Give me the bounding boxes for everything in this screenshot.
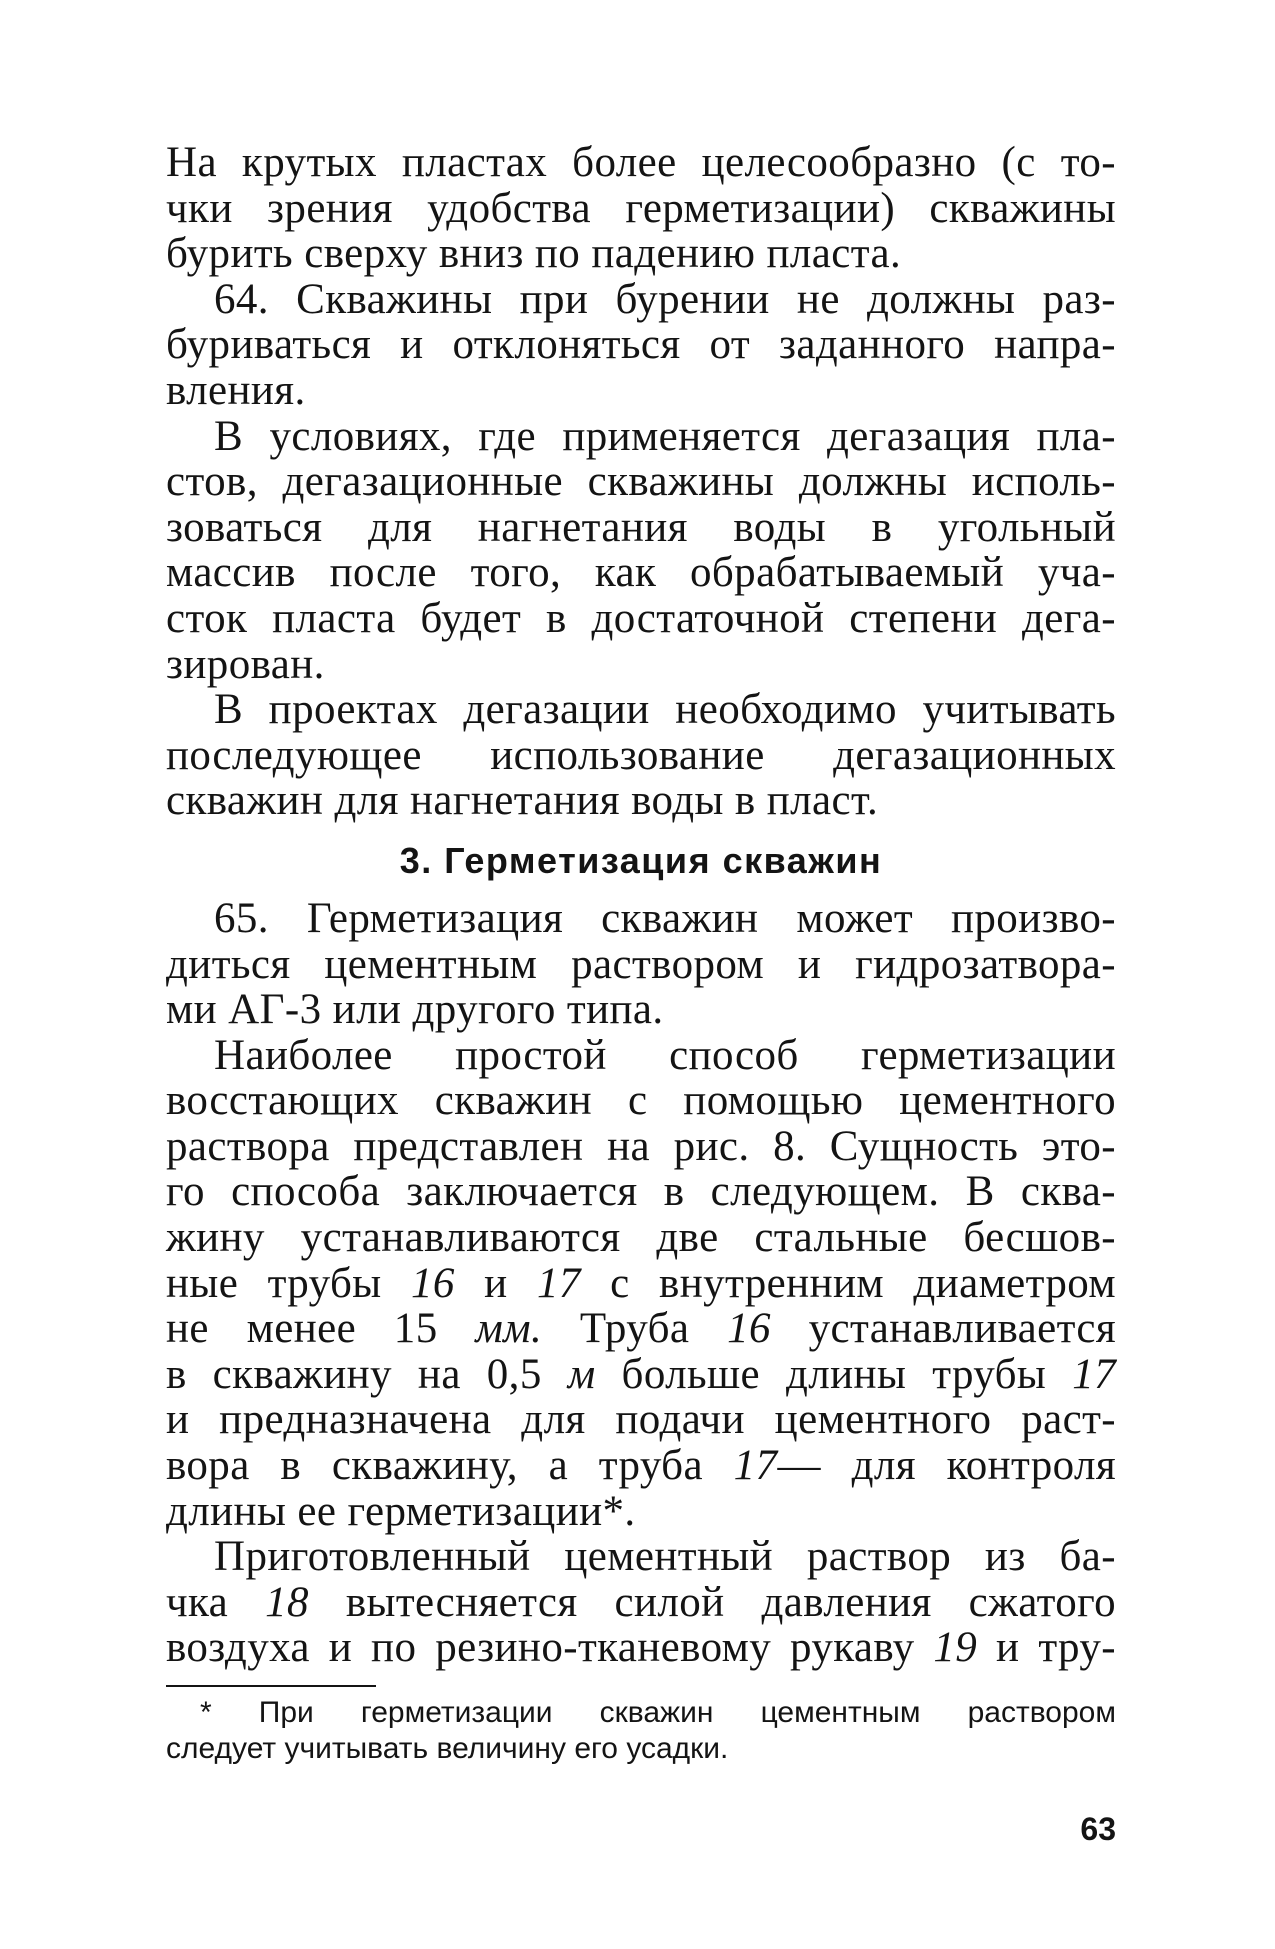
text-line: На крутых пластах более целесообразно (с то- bbox=[166, 139, 1116, 186]
text-line: восстающих скважин с помощью цементного bbox=[166, 1077, 1116, 1125]
text-run: с внутренним диаметром bbox=[580, 1259, 1116, 1307]
text-run: и bbox=[454, 1259, 537, 1307]
text-run: устанавливается bbox=[770, 1305, 1117, 1353]
footnote-line: следует учитывать величину его усадки. bbox=[166, 1732, 729, 1765]
unit: мм. bbox=[475, 1305, 543, 1353]
text-line: массив после того, как обрабатываемый уча- bbox=[166, 549, 1116, 597]
paragraph-4 bbox=[166, 687, 1116, 824]
text-line: длины ее герметизации*. bbox=[166, 1487, 636, 1535]
text-line bbox=[166, 1580, 1116, 1626]
figure-ref: 16 bbox=[410, 1259, 455, 1307]
text-run: больше длины трубы bbox=[595, 1350, 1073, 1398]
text-line: Приготовленный цементный раствор из ба- bbox=[214, 1533, 1116, 1581]
text-line: последующее использование дегазационных bbox=[166, 731, 1116, 779]
text-line: В условиях, где применяется дегазация пла- bbox=[214, 412, 1116, 460]
text-line: жину устанавливаются две стальные бесшов- bbox=[166, 1214, 1116, 1262]
text-line: го способа заключается в следующем. В сква- bbox=[166, 1168, 1116, 1216]
figure-ref: 17 bbox=[1072, 1350, 1116, 1398]
text-line bbox=[166, 1443, 1116, 1489]
figure-ref: 16 bbox=[727, 1305, 771, 1353]
paragraph-1 bbox=[166, 140, 1116, 277]
text-line: 64. Скважины при бурении не должны раз- bbox=[214, 275, 1116, 323]
footnote-rule bbox=[166, 1685, 376, 1687]
text-line bbox=[166, 1625, 1116, 1671]
section-heading: 3. Герметизация скважин bbox=[399, 839, 883, 881]
text-run: вора в скважину, а труба bbox=[166, 1442, 734, 1490]
footnote-line: * При герметизации скважин цементным раствором bbox=[200, 1696, 1116, 1729]
unit: м bbox=[567, 1350, 596, 1398]
text-line: зирован. bbox=[166, 640, 325, 688]
text-line: 65. Герметизация скважин может произво- bbox=[214, 894, 1116, 942]
text-line: скважин для нагнетания воды в пласт. bbox=[166, 777, 879, 825]
text-line bbox=[166, 1352, 1116, 1398]
text-line: ми АГ-3 или другого типа. bbox=[166, 986, 664, 1034]
text-run: — для контроля bbox=[777, 1442, 1117, 1490]
text-line: бурить сверху вниз по падению пласта. bbox=[166, 230, 902, 278]
text-run: и тру- bbox=[977, 1624, 1116, 1672]
text-run: в скважину на 0,5 bbox=[166, 1350, 568, 1398]
text-run: не менее 15 bbox=[166, 1305, 476, 1353]
text-line: раствора представлен на рис. 8. Сущность это- bbox=[166, 1122, 1116, 1170]
paragraph-6 bbox=[166, 1033, 1116, 1535]
paragraph-7 bbox=[166, 1534, 1116, 1671]
text-run: вытесняется силой давления сжатого bbox=[308, 1578, 1116, 1626]
figure-ref: 18 bbox=[265, 1578, 309, 1626]
text-line bbox=[166, 1261, 1116, 1307]
text-line: Наиболее простой способ герметизации bbox=[214, 1031, 1116, 1079]
text-line bbox=[166, 1306, 1116, 1352]
text-line: стов, дегазационные скважины должны исполь- bbox=[166, 458, 1116, 506]
text-run: Труба bbox=[542, 1305, 728, 1353]
paragraph-2 bbox=[166, 277, 1116, 414]
text-line: зоваться для нагнетания воды в угольный bbox=[166, 503, 1116, 551]
text-line: чки зрения удобства герметизации) скважины bbox=[166, 184, 1116, 232]
page-number: 63 bbox=[1080, 1811, 1116, 1847]
figure-ref: 17 bbox=[536, 1259, 581, 1307]
text-line: вления. bbox=[166, 366, 306, 414]
text-line: буриваться и отклоняться от заданного напра- bbox=[166, 321, 1116, 369]
figure-ref: 19 bbox=[933, 1624, 978, 1672]
text-run: ные трубы bbox=[166, 1259, 411, 1307]
text-line: и предназначена для подачи цементного раст- bbox=[166, 1396, 1116, 1444]
footnote bbox=[166, 1695, 1116, 1767]
text-line: В проектах дегазации необходимо учитывать bbox=[214, 686, 1116, 734]
text-line: диться цементным раствором и гидрозатвора- bbox=[166, 940, 1116, 988]
book-page bbox=[166, 140, 1116, 1849]
text-run: воздуха и по резино-тканевому рукаву bbox=[166, 1624, 934, 1672]
paragraph-3 bbox=[166, 414, 1116, 688]
paragraph-5 bbox=[166, 896, 1116, 1033]
text-line: сток пласта будет в достаточной степени дега- bbox=[166, 594, 1116, 642]
figure-ref: 17 bbox=[733, 1442, 778, 1490]
text-run: чка bbox=[166, 1578, 266, 1626]
